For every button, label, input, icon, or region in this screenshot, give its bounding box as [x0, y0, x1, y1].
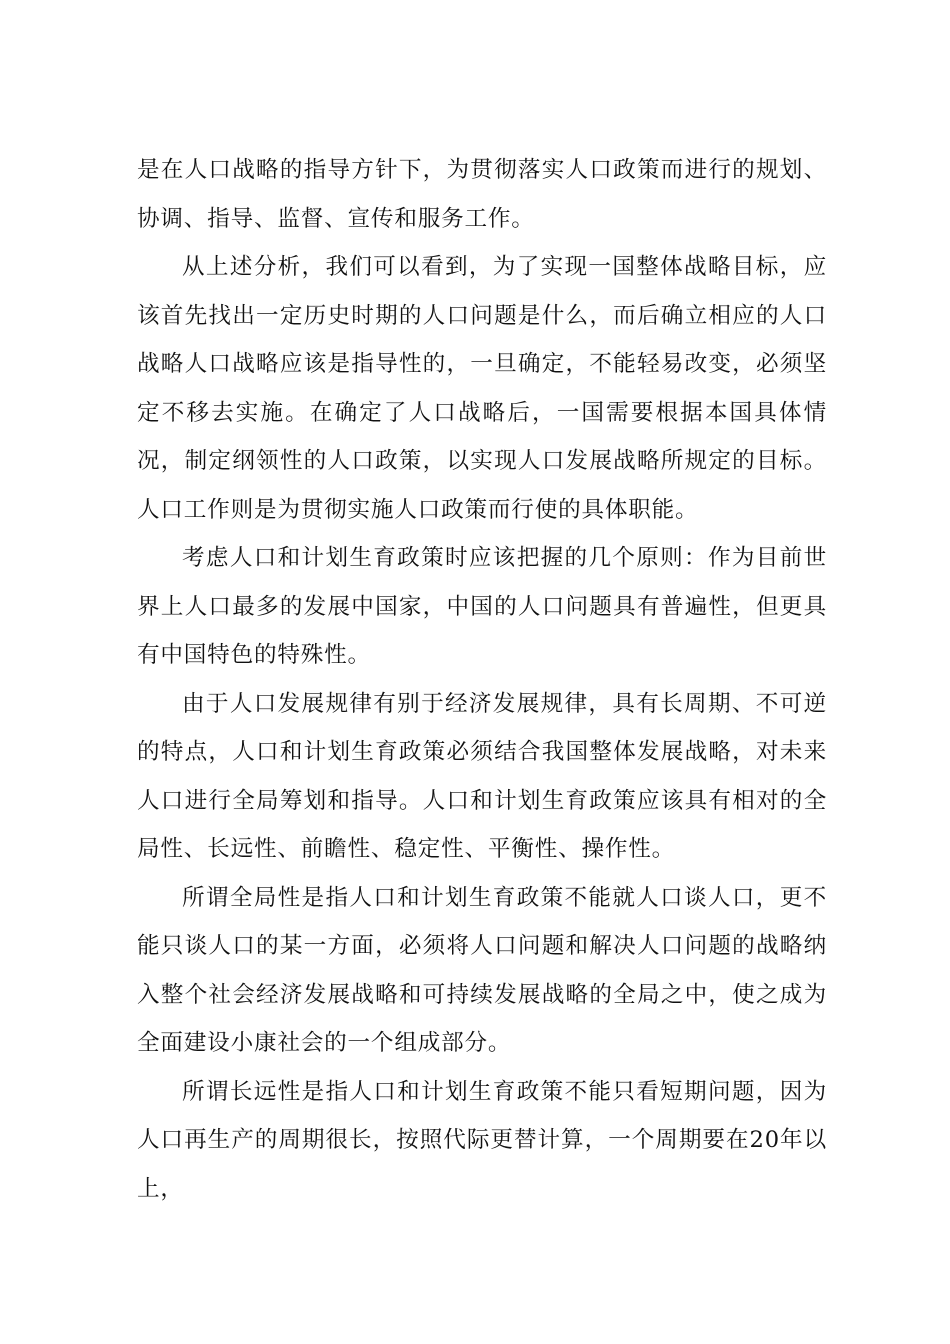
- paragraph-strategy-analysis: 从上述分析，我们可以看到，为了实现一国整体战略目标，应该首先找出一定历史时期的人口问题是什么，而后确立相应的人口战略人口战略应该是指导性的，一旦确定，不能轻易改变，必须坚定不移去实施。在确定了人口战略后，一国需要根据本国具体情况，制定纲领性的人口政策，以实现人口发展战略所规定的目标。人口工作则是为贯彻实施人口政策而行使的具体职能。: [137, 254, 827, 523]
- paragraph-policy-principles: 考虑人口和计划生育政策时应该把握的几个原则：作为目前世界上人口最多的发展中国家，中国的人口问题具有普遍性，但更具有中国特色的特殊性。: [137, 545, 827, 668]
- paragraph-population-law: 由于人口发展规律有别于经济发展规律，具有长周期、不可逆的特点，人口和计划生育政策必须结合我国整体发展战略，对未来人口进行全局筹划和指导。人口和计划生育政策应该具有相对的全局性、长远性、前瞻性、稳定性、平衡性、操作性。: [137, 690, 827, 862]
- paragraph-continuation: 是在人口战略的指导方针下，为贯彻落实人口政策而进行的规划、协调、指导、监督、宣传和服务工作。: [137, 157, 827, 232]
- paragraph-long-term-nature: 所谓长远性是指人口和计划生育政策不能只看短期问题，因为人口再生产的周期很长，按照代际更替计算，一个周期要在20年以上，: [137, 1078, 827, 1202]
- document-body: [137, 146, 827, 1213]
- paragraph-overall-nature: 所谓全局性是指人口和计划生育政策不能就人口谈人口，更不能只谈人口的某一方面，必须将人口问题和解决人口问题的战略纳入整个社会经济发展战略和可持续发展战略的全局之中，使之成为全面建设小康社会的一个组成部分。: [137, 884, 827, 1056]
